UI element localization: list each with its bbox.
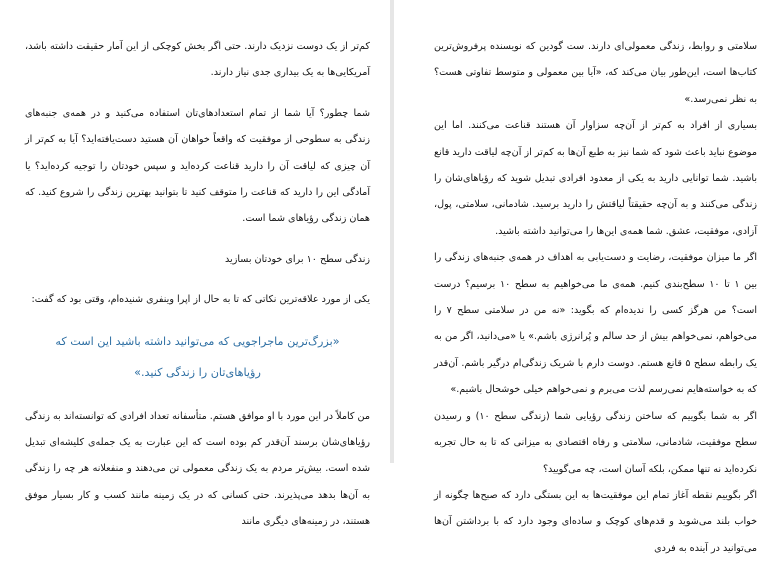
left-page xyxy=(0,0,390,528)
left-page-text xyxy=(25,34,370,536)
right-page xyxy=(394,0,783,554)
paragraph: شما چطور؟ آیا شما از تمام استعدادهای‌تان استفاده می‌کنید و در همه‌ی جنبه‌های زندگی به سطوحی از موفقیت که واقعاً خواهان آن هستید دست‌یافته‌اید؟ آیا به کم‌تر از آن چیزی که لیاقت آن را دارید قناعت کرده‌اید و سپس خودتان را توجیه کرده‌اید؟ یا آمادگی این را دارید که قناعت را متوقف کنید تا بتوانید بهترین زندگی را شروع کنید. که همان زندگی رؤیاهای شما است. xyxy=(25,107,370,225)
paragraph: یکی از مورد علاقه‌ترین نکاتی که تا به حال از اپرا وینفری شنیده‌ام، وقتی بود که گفت: xyxy=(31,294,370,306)
paragraph: بسیاری از افراد به کم‌تر از آن‌چه سزاوار آن هستند قناعت می‌کنند. اما این موضوع نباید باعث شود که شما نیز به طبع آن‌ها به کم‌تر از آن‌چه لیاقت دارید قانع باشید. شما توانایی دارید به یکی از معدود افرادی تبدیل شوید که رؤیاهای‌شان را زندگی می‌کنند و به آن‌چه حقیقتاً لیاقتش را دارید برسید. شادمانی، سلامتی، پول، آزادی، موفقیت، عشق. شما همه‌ی این‌ها را می‌توانید داشته باشید. xyxy=(434,120,757,237)
paragraph: اگر به شما بگوییم که ساختن زندگی رؤیایی شما (زندگی سطح ۱۰) و رسیدن سطح موفقیت، شادمانی، سلامتی و رفاه اقتصادی به میزانی که تا به حال تجربه نکرده‌اید نه تنها ممکن، بلکه آسان است، چه می‌گویید؟ xyxy=(434,410,757,475)
paragraph: من کاملاً در این مورد با او موافق هستم. متأسفانه تعداد افرادی که توانسته‌اند به زندگی رؤیاهای‌شان برسند آن‌قدر کم بوده است که این عبارت به یک جمله‌ی کلیشه‌ای تبدیل شده است. بیش‌تر مردم به یک زندگی معمولی تن می‌دهند و منفعلانه هر چه را زندگی به آن‌ها بدهد می‌پذیرند. حتی کسانی که در یک زمینه مانند کسب و کار بسیار موفق هستند، در زمینه‌های دیگری مانند xyxy=(25,410,370,528)
pull-quote xyxy=(25,326,370,388)
section-heading: زندگی سطح ۱۰ برای خودتان بسازید xyxy=(225,253,370,265)
quote-line: رؤیاهای‌تان را زندگی کنید.» xyxy=(134,365,261,379)
paragraph: اگر ما میزان موفقیت، رضایت و دست‌یابی به اهداف در همه‌ی جنبه‌های زندگی را بین ۱ تا ۱۰ سطح‌بندی کنیم. همه‌ی ما می‌خواهیم به سطح ۱۰ برسیم؟ درست است؟ من هرگز کسی را ندیده‌ام که بگوید: «نه من در سلامتی سطح ۷ را می‌خواهم، نمی‌خواهم بیش از حد سالم و پُرانرژی باشم.» یا «می‌دانید، اگر من به یک رابطه سطح ۵ قانع هستم. دوست دارم با شریک زندگی‌ام درگیر باشم. آن‌قدر که به خواسته‌هایم نمی‌رسم لذت می‌برم و نمی‌خواهم خیلی خوشحال باشیم.» xyxy=(434,252,758,396)
right-page-text xyxy=(434,34,757,562)
quote-line: «بزرگ‌ترین ماجراجویی که می‌توانید داشته باشید این است که xyxy=(55,334,340,348)
paragraph: کم‌تر از یک دوست نزدیک دارند. حتی اگر بخش کوچکی از این آمار حقیقت داشته باشد، آمریکایی‌ها به یک بیداری جدی نیاز دارند. xyxy=(25,41,370,79)
paragraph: اگر بگوییم نقطه آغاز تمام این موفقیت‌ها به این بستگی دارد که صبح‌ها چگونه از خواب بلند می‌شوید و قدم‌های کوچک و ساده‌ای وجود دارد که با برداشتن آن‌ها می‌توانید در آینده به فردی xyxy=(434,489,757,554)
paragraph: سلامتی و روابط، زندگی معمولی‌ای دارند. ست گودین که نویسنده‌ پرفروش‌ترین کتاب‌ها است، این‌طور بیان می‌کند که، «آیا بین معمولی و متوسط تفاوتی هست؟ به نظر نمی‌رسد.» xyxy=(434,41,757,105)
